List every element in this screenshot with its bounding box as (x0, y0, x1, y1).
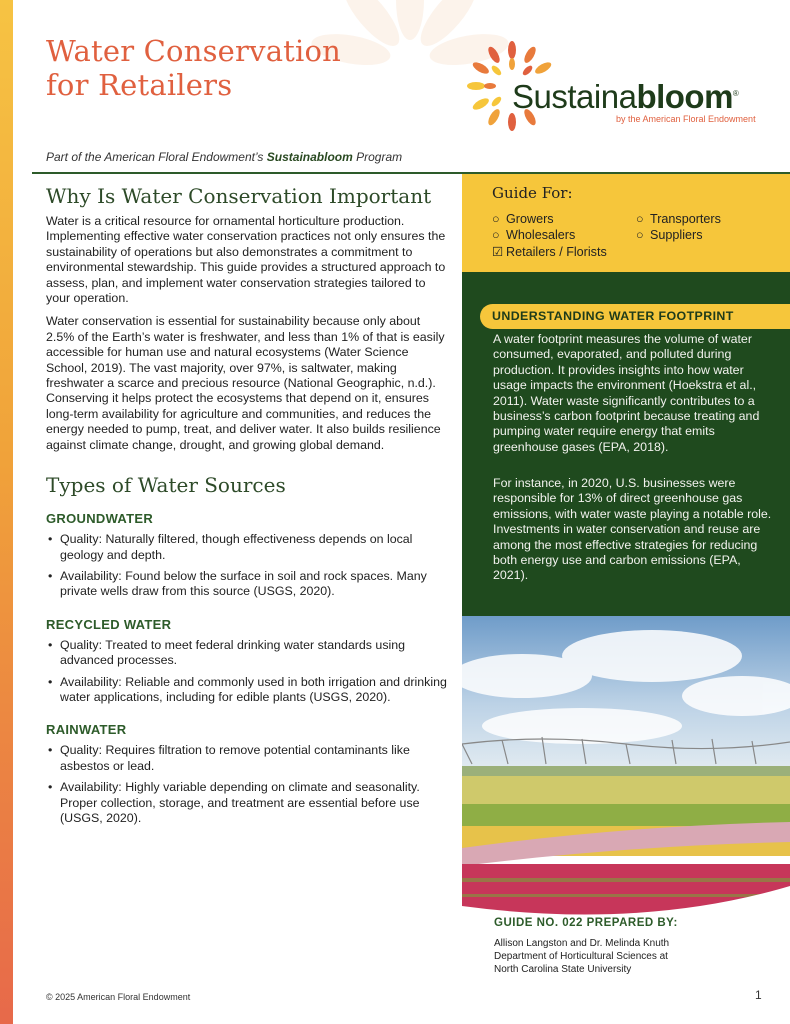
guide-option-label: Wholesalers (506, 228, 576, 242)
irrigation-field-photo (462, 616, 790, 916)
checked-box-icon: ☑ (492, 245, 504, 259)
footprint-paragraph-2: For instance, in 2020, U.S. businesses were responsible for 13% of direct greenhouse gas emissions, with water waste playing a notable role. Investments in water conservation and reuse are among the most effective strategies for reducing both energy use and carbon emissions (EPA, 2021). (493, 476, 772, 583)
program-line (46, 150, 402, 164)
radio-empty-icon: ○ (492, 212, 500, 226)
main-column (46, 184, 448, 826)
guide-for-panel (462, 174, 790, 272)
guide-option-transporters (636, 212, 721, 226)
program-brand: Sustainabloom (266, 150, 353, 164)
radio-empty-icon: ○ (492, 228, 500, 242)
guide-option-retailers (492, 244, 607, 259)
why-paragraph-1: Water is a critical resource for ornamental horticulture production. Implementing effective water conservation practices not only ensures the sustainability of operations but also demonstrates a commitment to environmental stewardship. This guide provides a structured approach to assess, plan, and implement water conservation strategies tailored to your operation. (46, 214, 446, 306)
program-prefix: Part of the American Floral Endowment’s (46, 150, 267, 164)
title-line-2: for Retailers (46, 68, 233, 102)
logo-word-regular: Sustaina (512, 78, 637, 115)
water-footprint-panel (462, 272, 790, 616)
guide-option-suppliers (636, 228, 703, 242)
program-suffix: Program (352, 150, 403, 164)
list-item: • Availability: Found below the surface in soil and rock spaces. Many private wells draw from this source (USGS, 2020). (46, 569, 448, 600)
guide-for-title: Guide For: (492, 184, 573, 202)
author-line-2: Department of Horticultural Sciences at (494, 951, 668, 962)
list-item: • Availability: Highly variable depending on climate and seasonality. Proper collection, storage, and treatment are essential before use (USGS, 2020). (46, 780, 448, 826)
recycled-list (46, 638, 448, 706)
why-paragraph-2: Water conservation is essential for sustainability because only about 2.5% of the Earth’s water is freshwater, and less than 1% of that is easily accessible for human use and natural ecosystems (Water Science School, 2019). The vast majority, over 97%, is saltwater, making freshwater a scarce and precious resource (National Geographic, n.d.). Conserving it helps protect the ecosystems that depend on it, ensures long-term availability for agriculture and communities, and reduces the energy needed to pump, treat, and deliver water. It also builds resilience against climate change, drought, and growing global demand. (46, 314, 445, 452)
guide-option-label: Growers (506, 212, 554, 226)
logo-wordmark (512, 78, 738, 116)
left-gradient-bar (0, 0, 13, 1024)
radio-empty-icon: ○ (636, 228, 644, 242)
logo-word-bold: bloom (636, 78, 733, 115)
guide-option-wholesalers (492, 228, 575, 242)
guide-option-label: Suppliers (650, 228, 703, 242)
author-line-3: North Carolina State University (494, 964, 632, 975)
prepared-by-heading: GUIDE NO. 022 PREPARED BY: (494, 917, 678, 929)
groundwater-list (46, 532, 448, 600)
logo-registered-mark: ® (732, 89, 739, 98)
logo-subtitle: by the American Floral Endowment (616, 114, 756, 124)
authors-block (494, 937, 754, 976)
list-item: • Quality: Requires filtration to remove potential contaminants like asbestos or lead. (46, 743, 448, 774)
footprint-heading-pill (480, 304, 790, 329)
guide-option-growers (492, 212, 554, 226)
author-line-1: Allison Langston and Dr. Melinda Knuth (494, 938, 670, 949)
title-line-1: Water Conservation (46, 34, 342, 68)
guide-option-label: Retailers / Florists (506, 245, 607, 259)
list-item: • Quality: Naturally filtered, though effectiveness depends on local geology and depth. (46, 532, 448, 563)
sustainabloom-logo (462, 36, 762, 136)
page-number: 1 (755, 988, 762, 1002)
rainwater-list (46, 743, 448, 826)
page-title (46, 34, 341, 102)
list-item: • Quality: Treated to meet federal drinking water standards using advanced processes. (46, 638, 448, 669)
why-heading: Why Is Water Conservation Important (46, 184, 432, 208)
footprint-heading: UNDERSTANDING WATER FOOTPRINT (492, 309, 734, 323)
footprint-paragraph-1: A water footprint measures the volume of water consumed, evaporated, and polluted during production. It provides insights into how water usage impacts the environment (Hoekstra et al., 2011). Water waste significantly contributes to a business’s carbon footprint because treating and pumping water require energy that emits greenhouse gases (EPA, 2018). (493, 332, 760, 454)
guide-option-label: Transporters (650, 212, 721, 226)
copyright-footer: © 2025 American Floral Endowment (46, 992, 191, 1002)
types-heading: Types of Water Sources (46, 473, 286, 498)
rainwater-heading: RAINWATER (46, 722, 127, 738)
list-item: • Availability: Reliable and commonly used in both irrigation and drinking water applications, including for edible plants (USGS, 2020). (46, 675, 448, 706)
recycled-heading: RECYCLED WATER (46, 616, 172, 632)
groundwater-heading: GROUNDWATER (46, 511, 154, 527)
radio-empty-icon: ○ (636, 212, 644, 226)
